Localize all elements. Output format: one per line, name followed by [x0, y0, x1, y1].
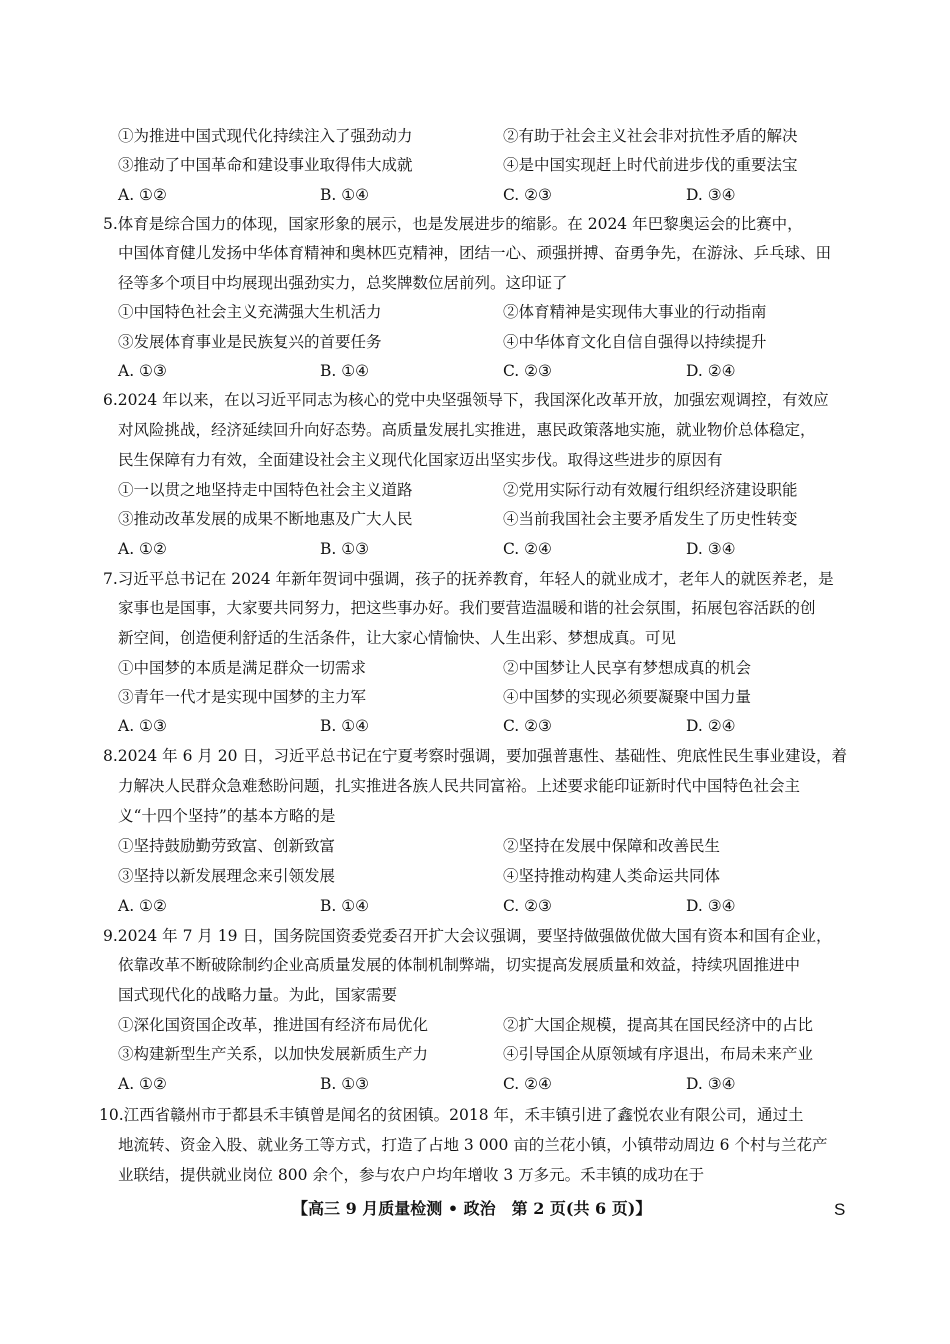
q5-choice-c: C. ②③ — [503, 362, 552, 380]
q6-choice-a: A. ①② — [118, 540, 167, 558]
q7-choice-d: D. ②④ — [686, 717, 736, 735]
q6-choice-d: D. ③④ — [686, 540, 736, 558]
q5-stem-line-1: 5.体育是综合国力的体现，国家形象的展示，也是发展进步的缩影。在 2024 年巴黎奥运会的比赛中， — [103, 215, 803, 233]
q7-option-2: ②中国梦让人民享有梦想成真的机会 — [503, 659, 752, 677]
q7-choice-a: A. ①③ — [118, 717, 167, 735]
q9-stem-line-3: 国式现代化的战略力量。为此，国家需要 — [118, 986, 398, 1004]
q5-option-3: ③发展体育事业是民族复兴的首要任务 — [118, 333, 382, 351]
q6-option-4: ④当前我国社会主要矛盾发生了历史性转变 — [503, 510, 798, 528]
q8-choice-d: D. ③④ — [686, 897, 736, 915]
q5-stem-line-2: 中国体育健儿发扬中华体育精神和奥林匹克精神，团结一心、顽强拼搏、奋勇争先，在游泳、乒乓球、田 — [118, 244, 832, 262]
q8-choice-c: C. ②③ — [503, 897, 552, 915]
q8-stem-line-3: 义“十四个坚持”的基本方略的是 — [118, 807, 336, 825]
q9-option-2: ②扩大国企规模，提高其在国民经济中的占比 — [503, 1016, 814, 1034]
q8-option-4: ④坚持推动构建人类命运共同体 — [503, 867, 721, 885]
q9-option-3: ③构建新型生产关系，以加快发展新质生产力 — [118, 1045, 429, 1063]
q5-option-4: ④中华体育文化自信自强得以持续提升 — [503, 333, 767, 351]
q9-choice-c: C. ②④ — [503, 1075, 552, 1093]
q4-choice-a: A. ①② — [118, 186, 167, 204]
q4-option-3: ③推动了中国革命和建设事业取得伟大成就 — [118, 156, 413, 174]
q8-option-1: ①坚持鼓励勤劳致富、创新致富 — [118, 837, 336, 855]
q9-stem-line-1: 9.2024 年 7 月 19 日，国务院国资委党委召开扩大会议强调，要坚持做强做优做大国有资本和国有企业， — [103, 927, 832, 945]
q4-option-2: ②有助于社会主义社会非对抗性矛盾的解决 — [503, 127, 798, 145]
q5-choice-b: B. ①④ — [320, 362, 370, 380]
q6-option-2: ②党用实际行动有效履行组织经济建设职能 — [503, 481, 798, 499]
q4-choice-b: B. ①④ — [320, 186, 370, 204]
q6-stem-line-1: 6.2024 年以来，在以习近平同志为核心的党中央坚强领导下，我国深化改革开放，加强宏观调控，有效应 — [103, 391, 829, 409]
q6-stem-line-3: 民生保障有力有效，全面建设社会主义现代化国家迈出坚实步伐。取得这些进步的原因有 — [118, 451, 723, 469]
q5-option-2: ②体育精神是实现伟大事业的行动指南 — [503, 303, 767, 321]
q5-stem-line-3: 径等多个项目中均展现出强劲实力，总奖牌数位居前列。这印证了 — [118, 274, 568, 292]
q6-option-1: ①一以贯之地坚持走中国特色社会主义道路 — [118, 481, 413, 499]
q6-option-3: ③推动改革发展的成果不断地惠及广大人民 — [118, 510, 413, 528]
q7-choice-c: C. ②③ — [503, 717, 552, 735]
q7-stem-line-2: 家事也是国事，大家要共同努力，把这些事办好。我们要营造温暖和谐的社会氛围，拓展包容活跃的创 — [118, 599, 816, 617]
q5-choice-d: D. ②④ — [686, 362, 736, 380]
q6-choice-c: C. ②④ — [503, 540, 552, 558]
page-footer: 【高三 9 月质量检测 • 政治 第 2 页(共 6 页)】 — [292, 1199, 652, 1218]
q4-choice-c: C. ②③ — [503, 186, 552, 204]
q5-option-1: ①中国特色社会主义充满强大生机活力 — [118, 303, 382, 321]
q4-option-4: ④是中国实现赶上时代前进步伐的重要法宝 — [503, 156, 798, 174]
q10-stem-line-3: 业联结，提供就业岗位 800 余个，参与农户户均年增收 3 万多元。禾丰镇的成功在于 — [118, 1166, 705, 1184]
q6-stem-line-2: 对风险挑战，经济延续回升向好态势。高质量发展扎实推进，惠民政策落地实施，就业物价总体稳定， — [118, 421, 816, 439]
q9-choice-d: D. ③④ — [686, 1075, 736, 1093]
q9-choice-b: B. ①③ — [320, 1075, 370, 1093]
q8-choice-a: A. ①② — [118, 897, 167, 915]
q7-stem-line-3: 新空间，创造便利舒适的生活条件，让大家心情愉快、人生出彩、梦想成真。可见 — [118, 629, 677, 647]
q7-choice-b: B. ①④ — [320, 717, 370, 735]
q8-option-3: ③坚持以新发展理念来引领发展 — [118, 867, 336, 885]
q6-choice-b: B. ①③ — [320, 540, 370, 558]
q4-choice-d: D. ③④ — [686, 186, 736, 204]
q9-option-1: ①深化国资国企改革，推进国有经济布局优化 — [118, 1016, 429, 1034]
q9-choice-a: A. ①② — [118, 1075, 167, 1093]
q10-stem-line-1: 10.江西省赣州市于都县禾丰镇曾是闻名的贫困镇。2018 年，禾丰镇引进了鑫悦农业有限公司，通过土 — [99, 1106, 804, 1124]
q4-option-1: ①为推进中国式现代化持续注入了强劲动力 — [118, 127, 413, 145]
q8-choice-b: B. ①④ — [320, 897, 370, 915]
q7-option-1: ①中国梦的本质是满足群众一切需求 — [118, 659, 367, 677]
q8-stem-line-1: 8.2024 年 6 月 20 日，习近平总书记在宁夏考察时强调，要加强普惠性、基础性、兜底性民生事业建设，着 — [103, 747, 847, 765]
q8-option-2: ②坚持在发展中保障和改善民生 — [503, 837, 721, 855]
q8-stem-line-2: 力解决人民群众急难愁盼问题，扎实推进各族人民共同富裕。上述要求能印证新时代中国特色社会主 — [118, 777, 801, 795]
q5-choice-a: A. ①③ — [118, 362, 167, 380]
corner-mark: S — [834, 1200, 846, 1219]
q9-option-4: ④引导国企从原领域有序退出，布局未来产业 — [503, 1045, 814, 1063]
q9-stem-line-2: 依靠改革不断破除制约企业高质量发展的体制机制弊端，切实提高发展质量和效益，持续巩固推进中 — [118, 956, 801, 974]
q10-stem-line-2: 地流转、资金入股、就业务工等方式，打造了占地 3 000 亩的兰花小镇，小镇带动周边 6 个村与兰花产 — [118, 1136, 828, 1154]
q7-stem-line-1: 7.习近平总书记在 2024 年新年贺词中强调，孩子的抚养教育，年轻人的就业成才，老年人的就医养老，是 — [103, 570, 834, 588]
q7-option-3: ③青年一代才是实现中国梦的主力军 — [118, 688, 367, 706]
q7-option-4: ④中国梦的实现必须要凝聚中国力量 — [503, 688, 752, 706]
